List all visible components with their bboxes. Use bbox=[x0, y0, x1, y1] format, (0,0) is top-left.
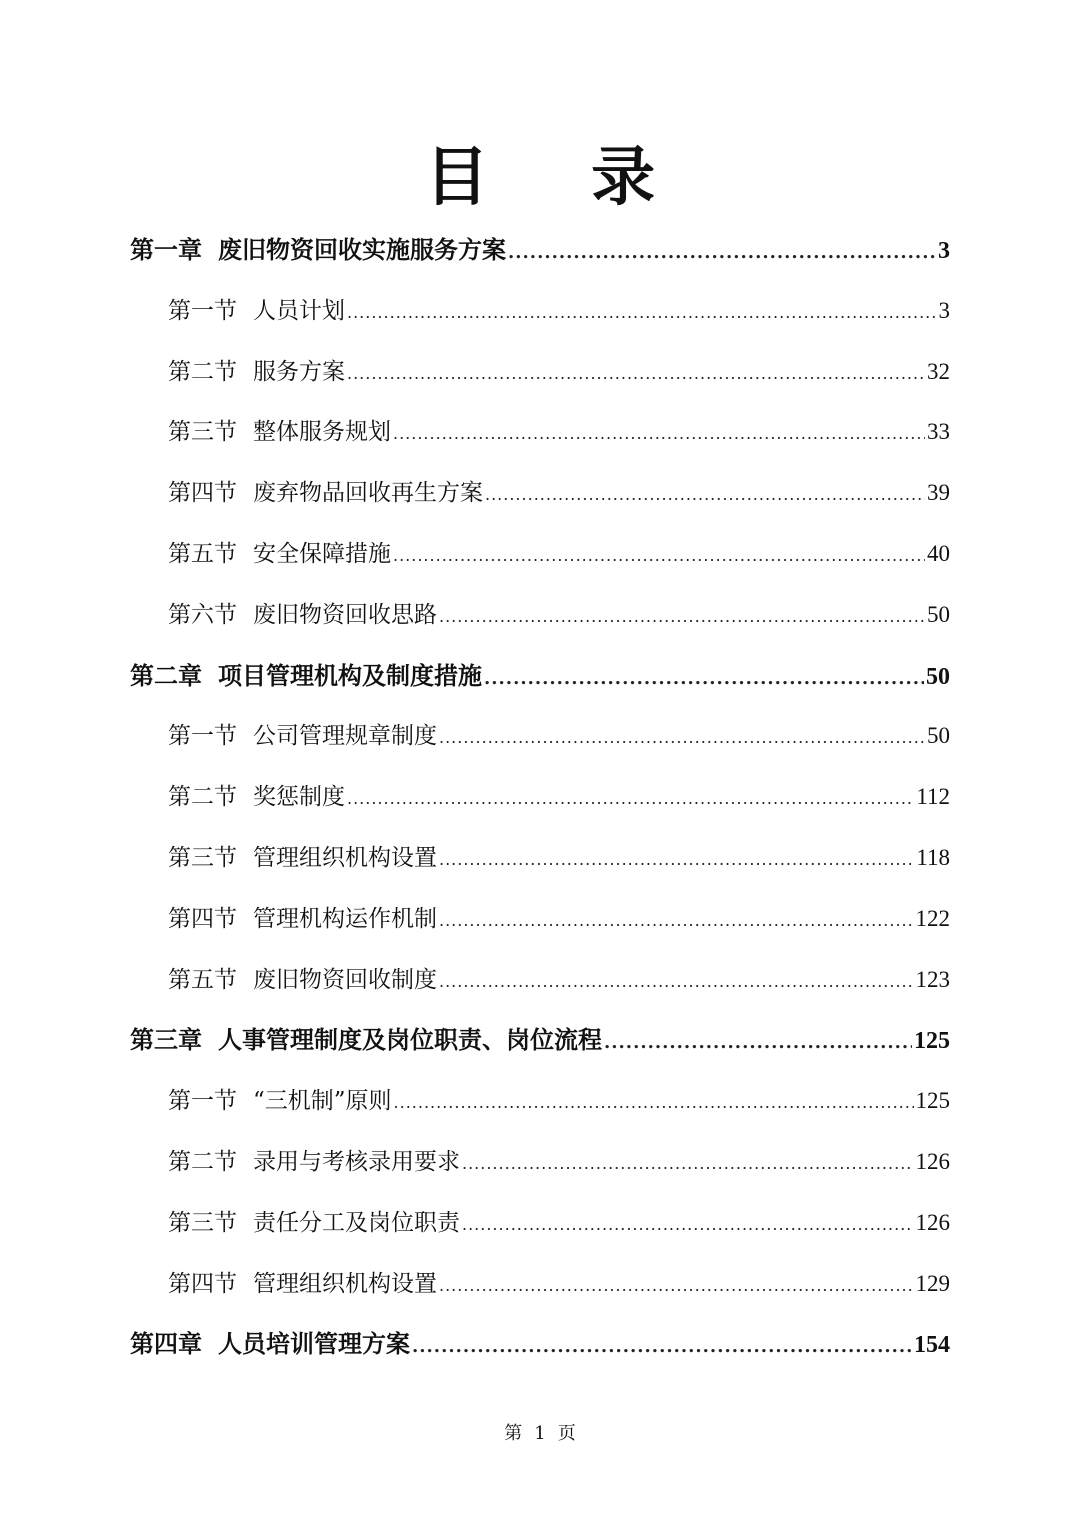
toc-entry-page-number: 40 bbox=[927, 541, 950, 566]
toc-entry-title: “三机制”原则 bbox=[253, 1088, 392, 1115]
toc-entry-number: 第四节 bbox=[168, 905, 237, 932]
toc-dot-leader bbox=[462, 1144, 914, 1184]
toc-entry-page-number: 50 bbox=[927, 601, 950, 627]
toc-entry-title: 废旧物资回收实施服务方案 bbox=[218, 235, 506, 264]
toc-entry-label bbox=[168, 838, 437, 878]
toc-entry-number: 第六节 bbox=[168, 601, 237, 628]
toc-dot-leader bbox=[439, 1266, 914, 1306]
toc-section-entry[interactable] bbox=[168, 960, 950, 1000]
toc-dot-leader bbox=[604, 1023, 912, 1063]
toc-entry-title: 人员计划 bbox=[253, 297, 345, 324]
toc-entry-label bbox=[168, 595, 437, 635]
toc-section-entry[interactable] bbox=[168, 352, 950, 392]
toc-entry-label bbox=[130, 1020, 602, 1060]
toc-section-entry[interactable] bbox=[168, 473, 950, 513]
toc-entry-title: 安全保障措施 bbox=[253, 541, 391, 567]
toc-entry-page-number: 3 bbox=[938, 297, 950, 323]
toc-entry-label bbox=[168, 960, 437, 1000]
toc-section-entry[interactable] bbox=[168, 1081, 950, 1121]
toc-chapter-entry[interactable] bbox=[130, 1324, 950, 1364]
toc-entry-page-number: 122 bbox=[915, 905, 950, 931]
footer-suffix: 页 bbox=[557, 1423, 576, 1444]
toc-entry-page-number: 125 bbox=[915, 1088, 950, 1114]
toc-entry-page-number: 126 bbox=[915, 1149, 950, 1174]
toc-entry-title: 人事管理制度及岗位职责、岗位流程 bbox=[218, 1025, 602, 1055]
toc-entry-label bbox=[168, 534, 391, 574]
toc-entry-label bbox=[168, 352, 345, 392]
toc-dot-leader bbox=[439, 597, 925, 637]
toc-entry-label bbox=[168, 412, 391, 452]
toc-entry-page-number: 32 bbox=[927, 358, 950, 384]
toc-dot-leader bbox=[439, 718, 925, 758]
toc-entry-page-number: 125 bbox=[914, 1028, 950, 1055]
toc-entry-page-number: 123 bbox=[915, 966, 950, 992]
toc-entry-title: 废旧物资回收思路 bbox=[253, 601, 437, 628]
toc-entry-page-number: 33 bbox=[927, 419, 950, 445]
toc-entry-page-number: 126 bbox=[915, 1209, 950, 1235]
page-footer bbox=[0, 1422, 1080, 1446]
toc-dot-leader bbox=[484, 659, 924, 699]
toc-section-entry[interactable] bbox=[168, 899, 950, 939]
footer-page-number: 1 bbox=[534, 1423, 546, 1444]
toc-entry-label bbox=[168, 777, 345, 817]
toc-entry-title: 管理机构运作机制 bbox=[253, 905, 437, 932]
toc-entry-label bbox=[168, 291, 345, 331]
toc-entry-label bbox=[168, 1264, 437, 1304]
toc-entry-number: 第二节 bbox=[168, 1149, 237, 1175]
toc-entry-page-number: 50 bbox=[927, 723, 950, 749]
toc-section-entry[interactable] bbox=[168, 534, 950, 574]
toc-entry-page-number: 118 bbox=[916, 845, 950, 870]
toc-section-entry[interactable] bbox=[168, 412, 950, 452]
toc-dot-leader bbox=[439, 962, 914, 1002]
toc-entry-title: 录用与考核录用要求 bbox=[253, 1149, 460, 1175]
toc-entry-title: 管理组织机构设置 bbox=[253, 1270, 437, 1297]
page-title: 目 录 bbox=[424, 140, 696, 215]
toc-section-entry[interactable] bbox=[168, 716, 950, 756]
toc-entry-title: 奖惩制度 bbox=[253, 784, 345, 811]
toc-dot-leader bbox=[508, 233, 936, 273]
toc-entry-label bbox=[168, 1081, 392, 1121]
toc-entry-page-number: 129 bbox=[915, 1270, 950, 1296]
toc-dot-leader bbox=[394, 1083, 914, 1123]
toc-entry-page-number: 39 bbox=[927, 480, 950, 506]
toc-entry-label bbox=[168, 899, 437, 939]
toc-entry-page-number: 154 bbox=[914, 1332, 950, 1359]
toc-chapter-entry[interactable] bbox=[130, 656, 950, 696]
toc-dot-leader bbox=[462, 1205, 914, 1245]
toc-chapter-entry[interactable] bbox=[130, 1020, 950, 1060]
toc-dot-leader bbox=[347, 779, 914, 819]
toc-entry-label bbox=[168, 473, 483, 513]
toc-entry-title: 人员培训管理方案 bbox=[218, 1329, 410, 1359]
toc-entry-number: 第四章 bbox=[130, 1329, 202, 1359]
toc-entry-number: 第三节 bbox=[168, 845, 237, 871]
toc-entry-title: 废旧物资回收制度 bbox=[253, 966, 437, 993]
toc-entry-label bbox=[168, 1142, 460, 1182]
toc-section-entry[interactable] bbox=[168, 595, 950, 635]
toc-entry-number: 第一节 bbox=[168, 1088, 237, 1115]
toc-entry-number: 第二节 bbox=[168, 784, 237, 811]
toc-dot-leader bbox=[347, 354, 925, 394]
toc-dot-leader bbox=[439, 840, 914, 880]
toc-chapter-entry[interactable] bbox=[130, 230, 950, 270]
toc-entry-label bbox=[130, 230, 506, 270]
toc-entry-number: 第五节 bbox=[168, 966, 237, 993]
toc-entry-number: 第三节 bbox=[168, 419, 237, 446]
toc-entry-number: 第一节 bbox=[168, 297, 237, 324]
toc-section-entry[interactable] bbox=[168, 838, 950, 878]
toc-entry-number: 第一章 bbox=[130, 235, 202, 264]
toc-entry-number: 第三节 bbox=[168, 1209, 237, 1236]
toc-section-entry[interactable] bbox=[168, 1142, 950, 1182]
toc-section-entry[interactable] bbox=[168, 777, 950, 817]
toc-entry-number: 第二节 bbox=[168, 358, 237, 385]
toc-entry-title: 管理组织机构设置 bbox=[253, 845, 437, 871]
toc-entry-page-number: 50 bbox=[926, 663, 950, 690]
toc-entry-title: 整体服务规划 bbox=[253, 419, 391, 446]
footer-prefix: 第 bbox=[504, 1423, 523, 1444]
toc-entry-title: 服务方案 bbox=[253, 358, 345, 385]
toc-entry-number: 第五节 bbox=[168, 541, 237, 567]
toc-dot-leader bbox=[439, 901, 914, 941]
toc-entry-label bbox=[168, 1203, 460, 1243]
toc-section-entry[interactable] bbox=[168, 1264, 950, 1304]
toc-entry-label bbox=[168, 716, 437, 756]
toc-entry-page-number: 112 bbox=[916, 784, 950, 810]
toc-entry-label bbox=[130, 656, 482, 696]
toc-dot-leader bbox=[393, 414, 925, 454]
toc-entry-label bbox=[130, 1324, 410, 1364]
toc-section-entry[interactable] bbox=[168, 1203, 950, 1243]
toc-entry-number: 第四节 bbox=[168, 480, 237, 507]
toc-entry-title: 公司管理规章制度 bbox=[253, 723, 437, 750]
toc-entry-title: 废弃物品回收再生方案 bbox=[253, 480, 483, 507]
toc-entry-number: 第二章 bbox=[130, 660, 202, 690]
toc-entry-title: 责任分工及岗位职责 bbox=[253, 1209, 460, 1236]
toc-entry-number: 第一节 bbox=[168, 723, 237, 750]
toc-entry-page-number: 3 bbox=[938, 238, 950, 264]
toc-entry-number: 第三章 bbox=[130, 1025, 202, 1055]
toc-dot-leader bbox=[412, 1327, 912, 1367]
toc-dot-leader bbox=[347, 293, 937, 333]
toc-dot-leader bbox=[485, 475, 925, 515]
toc-entry-title: 项目管理机构及制度措施 bbox=[218, 660, 482, 690]
toc-entry-number: 第四节 bbox=[168, 1270, 237, 1297]
toc-section-entry[interactable] bbox=[168, 291, 950, 331]
toc-dot-leader bbox=[393, 536, 925, 576]
